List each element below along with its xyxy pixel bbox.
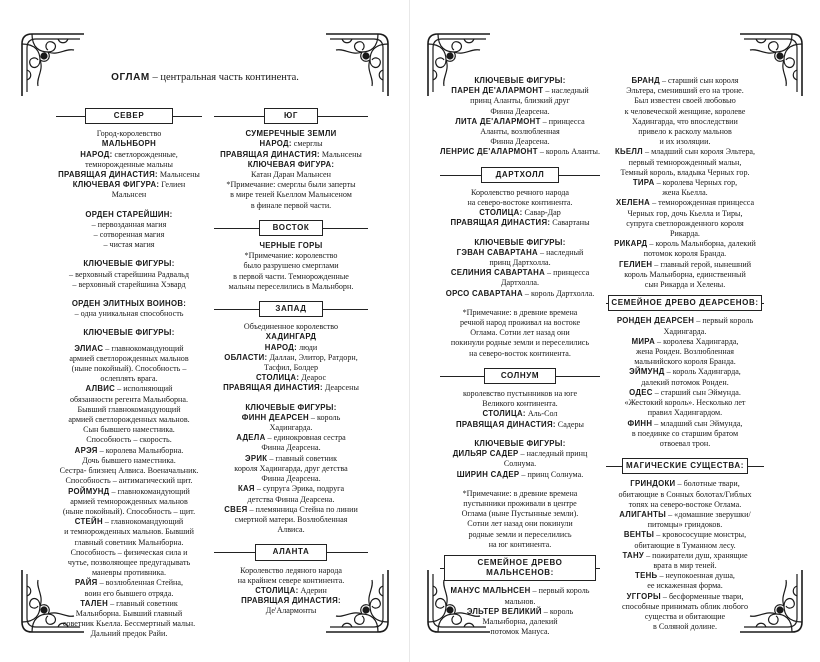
person-entry <box>214 413 368 433</box>
person-desc-line: в поединке со старшим братом <box>631 428 739 438</box>
person-desc-line: детства Финна Деарсена. <box>247 494 335 504</box>
east-line: *Примечание: королевство <box>244 251 338 261</box>
person-desc: – главнокомандующий <box>102 517 184 527</box>
person-desc-line: советник Кьелла. Бессмертный мальн. <box>62 619 196 629</box>
person-desc: – наследный <box>543 86 589 96</box>
person-desc: – главный советник <box>267 453 338 463</box>
person-entry <box>440 449 600 469</box>
person-name: ФИНН <box>627 418 653 428</box>
person-desc: – старший сын Эймунда. <box>652 387 741 397</box>
dartholl-dynasty: ПРАВЯЩАЯ ДИНАСТИЯ: Савартаны <box>450 218 590 228</box>
person-desc-line: Аланты, возлюбленная <box>480 127 560 137</box>
person-desc: – королева Хадингарда, <box>655 336 739 346</box>
west-dynasty: ПРАВЯЩАЯ ДИНАСТИЯ: Деарсены <box>223 383 359 393</box>
title-term: ОГЛАМ <box>111 72 150 83</box>
person-desc-line: смертной матери. Возлюбленная <box>234 514 348 524</box>
person-desc: – пожиратели душ, хранящие <box>644 550 748 560</box>
person-name: АЛИГАНТЫ <box>619 509 667 519</box>
magic-heading: МАГИЧЕСКИЕ СУЩЕСТВА: <box>606 458 764 474</box>
north-city: МАЛЬНБОРН <box>101 139 157 149</box>
person-desc: – единокровная сестра <box>265 433 346 443</box>
alanta-line: на крайнем севере континента. <box>237 575 345 585</box>
person-name: ЭРИК <box>244 453 268 463</box>
person-name: РАЙЯ <box>74 578 98 588</box>
person-desc-line: Сестра- близнец Алвиса. Военачальник. <box>59 466 199 476</box>
west-people-list <box>214 413 368 535</box>
person-desc-line: Финна Деарсена. <box>490 137 550 147</box>
person-name: ХЕЛЕНА <box>615 198 651 208</box>
dear-tree-heading: СЕМЕЙНОЕ ДРЕВО ДЕАРСЕНОВ: <box>606 295 764 311</box>
person-desc-line: жена Кьелла. <box>662 188 708 198</box>
person-desc: – главный советник <box>108 598 178 608</box>
person-desc: – принцесса <box>540 116 585 126</box>
person-desc: – королева Черных гор, <box>654 178 738 188</box>
person-desc: – бесформенные твари, <box>660 591 744 601</box>
person-name: СЕЛИНИЯ САВАРТАНА <box>450 268 546 278</box>
maln-tree-list-2 <box>606 76 764 290</box>
person-desc-line: супруга светлорожденного короля <box>626 218 744 228</box>
person-desc-line: воин его бывшего отряда. <box>84 588 174 598</box>
person-desc: – король Мальнборна, далекий <box>647 239 756 249</box>
person-name: ЭЙМУНД <box>629 367 665 377</box>
person-desc: – принц Солнума. <box>519 469 584 479</box>
person-desc: – первый король <box>530 586 590 596</box>
north-order: ОРДЕН СТАРЕЙШИН: <box>85 209 173 219</box>
north-order-line: – сотворенная магия <box>93 230 165 240</box>
person-desc-line: Способность – физическая сила и <box>70 547 188 557</box>
person-desc-line: армией светлорожденных мальнов. <box>68 415 190 425</box>
person-desc-line: ее искаженная форма. <box>647 581 723 591</box>
east-line: мальны переселились в Мальнборн. <box>228 281 354 291</box>
person-name: ШИРИН САДЕР <box>456 469 520 479</box>
person-entry <box>56 344 202 385</box>
person-desc: – главнокомандующий <box>103 343 184 353</box>
person-entry <box>440 248 600 268</box>
solnum-heading: СОЛНУМ <box>440 368 600 384</box>
person-desc: – возлюбленная Стейна, <box>97 578 183 588</box>
person-desc-line: Дартхолла. <box>501 278 539 288</box>
person-desc-line: Дочь бывшего наместника. <box>82 455 176 465</box>
person-name: ВЕНТЫ <box>623 530 655 540</box>
right-column-a <box>440 76 600 637</box>
person-desc-line: короля Хадингарда, друг детства <box>234 463 348 473</box>
person-entry <box>606 260 764 291</box>
person-desc-line: армией светлорожденных мальнов <box>69 353 189 363</box>
person-name: ФИНН ДЕАРСЕН <box>241 412 309 422</box>
north-order-line: – чистая магия <box>103 240 155 250</box>
west-heading: ЗАПАД <box>214 301 368 317</box>
west-line: Объединенное королевство <box>243 322 339 332</box>
person-desc: – «домашние зверушки/ <box>666 509 751 519</box>
solnum-line: Великого континента. <box>482 399 558 409</box>
person-desc-line: Хадингарда. <box>663 326 707 336</box>
person-name: ТИРА <box>632 178 655 188</box>
person-name: ГЕЛИЕН <box>618 259 653 269</box>
ornament-top-right-icon <box>322 30 392 100</box>
solnum-dynasty: ПРАВЯЩАЯ ДИНАСТИЯ: Садеры <box>456 419 584 429</box>
person-desc: – младший сын короля Эльтера, <box>642 147 756 157</box>
person-name: КЬЕЛЛ <box>614 147 643 157</box>
person-entry <box>56 487 202 518</box>
person-entry <box>214 484 368 504</box>
person-desc: – королева Мальнборна. <box>97 445 184 455</box>
person-desc-line: жена Ронден. Возлюбленная <box>635 347 735 357</box>
person-name: ПАРЕН ДЕ'АЛАРМОНТ <box>451 86 544 96</box>
person-entry <box>606 337 764 368</box>
person-desc: – наследный <box>537 247 584 257</box>
person-desc: – главный герой, нынешний <box>652 259 752 269</box>
person-entry <box>440 289 600 299</box>
person-desc: – король <box>308 412 341 422</box>
north-people-2: темнорожденные мальны <box>85 159 173 169</box>
north-order-line: – первозданная магия <box>91 219 167 229</box>
person-entry <box>214 454 368 485</box>
person-name: АРЭЯ <box>74 445 98 455</box>
person-name: ОРСО САВАРТАНА <box>445 288 523 298</box>
south-column <box>214 108 368 617</box>
title-rest: – центральная часть континента. <box>149 72 299 83</box>
south-people: НАРОД: смерглы <box>259 139 323 149</box>
right-page <box>410 0 820 662</box>
note-line: покинули родные земли и переселились <box>450 338 590 348</box>
dartholl-note <box>440 308 600 359</box>
person-desc-line: далекий потомок Ронден. <box>641 377 729 387</box>
person-entry <box>606 510 764 530</box>
person-desc-line: топях на северо-востоке Оглама. <box>628 499 742 509</box>
south-figure: КЛЮЧЕВАЯ ФИГУРА: <box>247 159 335 169</box>
person-entry <box>440 147 600 157</box>
note-line: на северо-восток континента. <box>469 348 571 358</box>
person-desc-line: привело к расколу мальнов <box>638 127 732 137</box>
dartholl-heading: ДАРТХОЛЛ <box>440 167 600 183</box>
person-desc-line: Рикарда. <box>670 229 700 239</box>
person-desc-line: Бывший главнокомандующий <box>77 404 181 414</box>
person-desc: – младший сын Эймунда, <box>652 418 743 428</box>
person-desc: – кровососущие монстры, <box>654 530 747 540</box>
alanta-dynasty: ПРАВЯЩАЯ ДИНАСТИЯ: <box>241 596 341 606</box>
person-entry <box>606 530 764 550</box>
person-desc-line: Эльтера, сменивший его на троне. <box>626 86 744 96</box>
east-realm: ЧЕРНЫЕ ГОРЫ <box>259 241 323 251</box>
dartholl-figs-heading: КЛЮЧЕВЫЕ ФИГУРЫ: <box>474 237 566 247</box>
person-desc-line: обязанности регента Мальнборна. <box>70 394 188 404</box>
person-name: ОДЕС <box>629 387 653 397</box>
person-desc: – племянница Стейна по линии <box>247 504 358 514</box>
person-desc-line: маневры противника. <box>91 568 166 578</box>
person-desc-line: Был известен своей любовью <box>634 96 736 106</box>
south-line: в мире теней Кьеллом Мальнсеном <box>230 190 352 200</box>
alanta-dynasty-value: Де'Алармонты <box>265 606 317 616</box>
east-line: было разрушено смерглами <box>243 261 339 271</box>
ornament-bottom-left-icon <box>18 566 88 636</box>
person-desc-line: Мальнборна, далекий <box>482 616 558 626</box>
west-city: ХАДИНГАРД <box>265 332 317 342</box>
person-desc-line: чутье, позволяющее предугадывать <box>67 557 191 567</box>
south-dynasty: ПРАВЯЩАЯ ДИНАСТИЯ: Мальнсены <box>220 149 362 159</box>
note-line: на юг континента. <box>488 539 552 549</box>
person-desc-line: Способность – антимагический щит. <box>65 476 193 486</box>
north-figs2-heading: КЛЮЧЕВЫЕ ФИГУРЫ: <box>83 328 175 338</box>
south-heading: ЮГ <box>214 108 368 124</box>
person-name: ЛЕНРИС ДЕ'АЛАРМОНТ <box>440 147 538 157</box>
south-line: *Примечание: смерглы были заперты <box>226 180 356 190</box>
person-entry <box>214 505 368 536</box>
north-people: НАРОД: светлорожденные, <box>80 149 178 159</box>
person-entry <box>440 470 600 480</box>
person-desc-line: Способность – скорость. <box>86 435 172 445</box>
note-line: *Примечание: в древние времена <box>462 307 578 317</box>
east-line: в первой части. Темнорожденные <box>233 271 349 281</box>
dartholl-line: Королевство речного народа <box>471 187 569 197</box>
note-line: пустынники проживали в центре <box>463 498 577 508</box>
person-desc-line: Финна Деарсена. <box>261 443 321 453</box>
person-name: ТЕНЬ <box>635 571 658 581</box>
person-name: БРАНД <box>631 76 660 85</box>
ornament-top-left-icon <box>424 30 494 100</box>
dartholl-line: на северо-востоке континента. <box>467 198 573 208</box>
person-desc: – король Аланты. <box>537 147 601 157</box>
north-figs-heading: КЛЮЧЕВЫЕ ФИГУРЫ: <box>83 259 175 269</box>
south-realm: СУМЕРЕЧНЫЕ ЗЕМЛИ <box>245 129 337 139</box>
person-desc-line: в Соляной долине. <box>652 622 718 632</box>
person-desc-line: мальнов. <box>504 596 536 606</box>
person-desc-line: первый темнорожденный мальн, <box>628 157 742 167</box>
note-line: родные земли и переселились <box>468 529 572 539</box>
south-line: Катан Даран Мальнсен <box>251 170 331 180</box>
person-desc-line: потомок Мануса. <box>490 627 550 637</box>
person-desc: – первый король <box>694 316 754 326</box>
person-desc-line: Финна Деарсена. <box>261 474 321 484</box>
maln-tree-heading: СЕМЕЙНОЕ ДРЕВО МАЛЬНСЕНОВ: <box>440 555 600 581</box>
person-desc-line: главный советник Мальнборна. <box>74 537 184 547</box>
person-desc-line: Мальнборна. Бывший главный <box>75 608 183 618</box>
west-capital: СТОЛИЦА: Деарос <box>255 373 327 383</box>
person-entry <box>606 367 764 387</box>
person-desc-line: ослеплять врага. <box>100 374 158 384</box>
west-regions: ОБЛАСТИ: Даллан, Элитор, Ратдорн, <box>224 352 358 362</box>
person-desc-line: Алвиса. <box>277 525 305 535</box>
person-entry <box>56 384 202 445</box>
person-desc-line: Солнума. <box>503 459 537 469</box>
alanta-figs-heading: КЛЮЧЕВЫЕ ФИГУРЫ: <box>474 76 566 85</box>
person-entry <box>440 268 600 288</box>
person-entry <box>606 198 764 239</box>
person-desc-line: Хадингарда, что впоследствии <box>632 116 738 126</box>
person-entry <box>56 446 202 487</box>
note-line: речной народ проживал на востоке <box>459 318 581 328</box>
person-desc-line: способные принимать облик любого <box>621 601 749 611</box>
west-people: НАРОД: люди <box>264 342 318 352</box>
person-desc: – принцесса <box>545 268 590 278</box>
person-desc-line: Черных гор, дочь Кьелла и Тиры, <box>627 208 743 218</box>
dear-tree-list <box>606 316 764 449</box>
person-desc: – наследный принц <box>518 449 588 459</box>
east-heading: ВОСТОК <box>214 220 368 236</box>
person-name: МАНУС МАЛЬНСЕН <box>450 586 531 596</box>
north-elite: ОРДЕН ЭЛИТНЫХ ВОИНОВ: <box>71 299 187 309</box>
person-name: ТАНУ <box>622 550 645 560</box>
person-name: ГЭВАН САВАРТАНА <box>456 247 538 257</box>
note-line: Оглама (ныне Пустынные земли). <box>461 509 579 519</box>
person-name: РОНДЕН ДЕАРСЕН <box>616 316 695 326</box>
person-desc-line: и темнорожденных мальнов. Бывший <box>64 527 194 537</box>
solnum-people-list <box>440 449 600 480</box>
person-desc: – темнорожденная принцесса <box>650 198 755 208</box>
person-desc-line: существа и обитающие <box>644 611 726 621</box>
person-entry <box>606 147 764 178</box>
dartholl-people-list <box>440 248 600 299</box>
person-desc-line: обитающие в Туманном лесу. <box>634 540 736 550</box>
person-name: ЭЛИАС <box>74 343 104 353</box>
person-name: РИКАРД <box>614 239 648 249</box>
person-name: АЛВИС <box>85 384 116 394</box>
alanta-heading: АЛАНТА <box>214 544 368 560</box>
person-name: АДЕЛА <box>236 433 266 443</box>
north-elite-line: – одна уникальная способность <box>74 309 184 319</box>
north-line: Город-королевство <box>96 129 162 139</box>
solnum-figs-heading: КЛЮЧЕВЫЕ ФИГУРЫ: <box>474 438 566 448</box>
person-entry <box>606 178 764 198</box>
person-desc-line: (ныне покойный). Способность – <box>71 364 187 374</box>
person-desc-line: принц Аланты, близкий друг <box>470 96 570 106</box>
person-desc: – король Хадингарда, <box>664 367 741 377</box>
note-line: Оглама. Сотни лет назад они <box>470 328 570 338</box>
person-desc: – король <box>541 606 574 616</box>
solnum-capital: СТОЛИЦА: Аль-Сол <box>482 409 558 419</box>
note-line: Сотни лет назад они покинули <box>467 519 573 529</box>
ornament-bottom-left-icon <box>424 566 494 636</box>
person-desc-line: (ныне покойный). Способность – щит. <box>62 506 196 516</box>
person-name: СТЕЙН <box>74 517 103 527</box>
person-desc-line: Финна Деарсена. <box>490 106 550 116</box>
north-figure: КЛЮЧЕВАЯ ФИГУРА: Гелиен Мальнсен <box>72 180 186 200</box>
west-figs-heading: КЛЮЧЕВЫЕ ФИГУРЫ: <box>245 402 337 412</box>
person-desc-line: и их изоляции. <box>659 137 711 147</box>
person-name: ЛИТА ДЕ'АЛАРМОНТ <box>455 116 541 126</box>
person-desc-line: принц Дартхолла. <box>489 258 551 268</box>
north-fig-line: – верховный старейшина Радвальд <box>69 269 189 279</box>
person-entry <box>606 388 764 419</box>
person-desc-line: Сын бывшего наместника. <box>83 425 175 435</box>
person-name: МИРА <box>631 336 656 346</box>
person-desc: – старший сын короля <box>659 76 739 85</box>
person-desc-line: сын Рикарда и Хелены. <box>644 280 726 290</box>
person-name: ГРИНДОКИ <box>630 479 676 489</box>
person-name: РОЙМУНД <box>68 486 110 496</box>
solnum-note <box>440 489 600 550</box>
north-heading: СЕВЕР <box>56 108 202 124</box>
person-desc-line: Темный король, владыка Черных гор. <box>620 167 750 177</box>
ornament-top-right-icon <box>736 30 806 100</box>
person-entry <box>440 117 600 148</box>
person-desc-line: врата в мир теней. <box>653 560 717 570</box>
alanta-capital: СТОЛИЦА: Адерин <box>255 585 327 595</box>
person-entry <box>606 239 764 259</box>
person-desc-line: питомцы» гриндоков. <box>647 520 723 530</box>
person-desc-line: правил Хадингардом. <box>647 408 723 418</box>
west-regions-2: Тасфил, Болдер <box>263 363 319 373</box>
person-desc: – главнокомандующий <box>109 486 190 496</box>
person-desc-line: к человеческой женщине, королеве <box>624 106 746 116</box>
person-desc-line: Хадингарда. <box>269 423 313 433</box>
person-name: СВЕЯ <box>224 504 248 514</box>
south-line: в финале первой части. <box>250 200 332 210</box>
person-entry <box>606 479 764 510</box>
person-desc-line: мальнийского короля Бранда. <box>634 357 736 367</box>
person-name: УГГОРЫ <box>626 591 661 601</box>
ornament-top-left-icon <box>18 30 88 100</box>
person-entry <box>606 419 764 450</box>
person-desc: – супруга Эрика, подруга <box>254 484 345 494</box>
person-desc: – болотные твари, <box>675 479 740 489</box>
person-desc-line: король Мальнборна, единственный <box>624 269 746 279</box>
north-column <box>56 108 202 640</box>
person-name: ТАЛЕН <box>80 598 109 608</box>
person-desc-line: армией темнорожденных мальнов <box>70 496 188 506</box>
person-desc: – король Дартхолла. <box>522 288 595 298</box>
person-name: КАЯ <box>237 484 255 494</box>
ornament-bottom-right-icon <box>736 566 806 636</box>
north-fig-line: – верховный старейшина Хэвард <box>72 279 186 289</box>
person-desc-line: «Жестокий король». Несколько лет <box>624 398 746 408</box>
person-name: ЭЛЬТЕР ВЕЛИКИЙ <box>466 606 542 616</box>
person-desc: – исполняющий <box>115 384 173 394</box>
ornament-bottom-right-icon <box>322 566 392 636</box>
person-desc-line: Дальний предок Райи. <box>90 629 168 639</box>
right-column-b <box>606 76 764 632</box>
person-desc: – неупокоенная душа, <box>657 571 735 581</box>
person-entry <box>214 433 368 453</box>
person-desc-line: отвоевал трон. <box>659 438 711 448</box>
person-desc-line: обитающие в Сонных болотах/Гиблых <box>618 489 752 499</box>
dartholl-capital: СТОЛИЦА: Савар-Дар <box>479 208 561 218</box>
solnum-line: королевство пустынников на юге <box>462 389 578 399</box>
alanta-line: Королевство ледяного народа <box>240 565 342 575</box>
north-dynasty: ПРАВЯЩАЯ ДИНАСТИЯ: Мальнсены <box>58 170 200 180</box>
person-desc-line: потомок короля Бранда. <box>643 249 727 259</box>
person-entry <box>606 316 764 336</box>
note-line: *Примечание: в древние времена <box>462 488 578 498</box>
person-name: ДИЛЬЯР САДЕР <box>452 449 519 459</box>
